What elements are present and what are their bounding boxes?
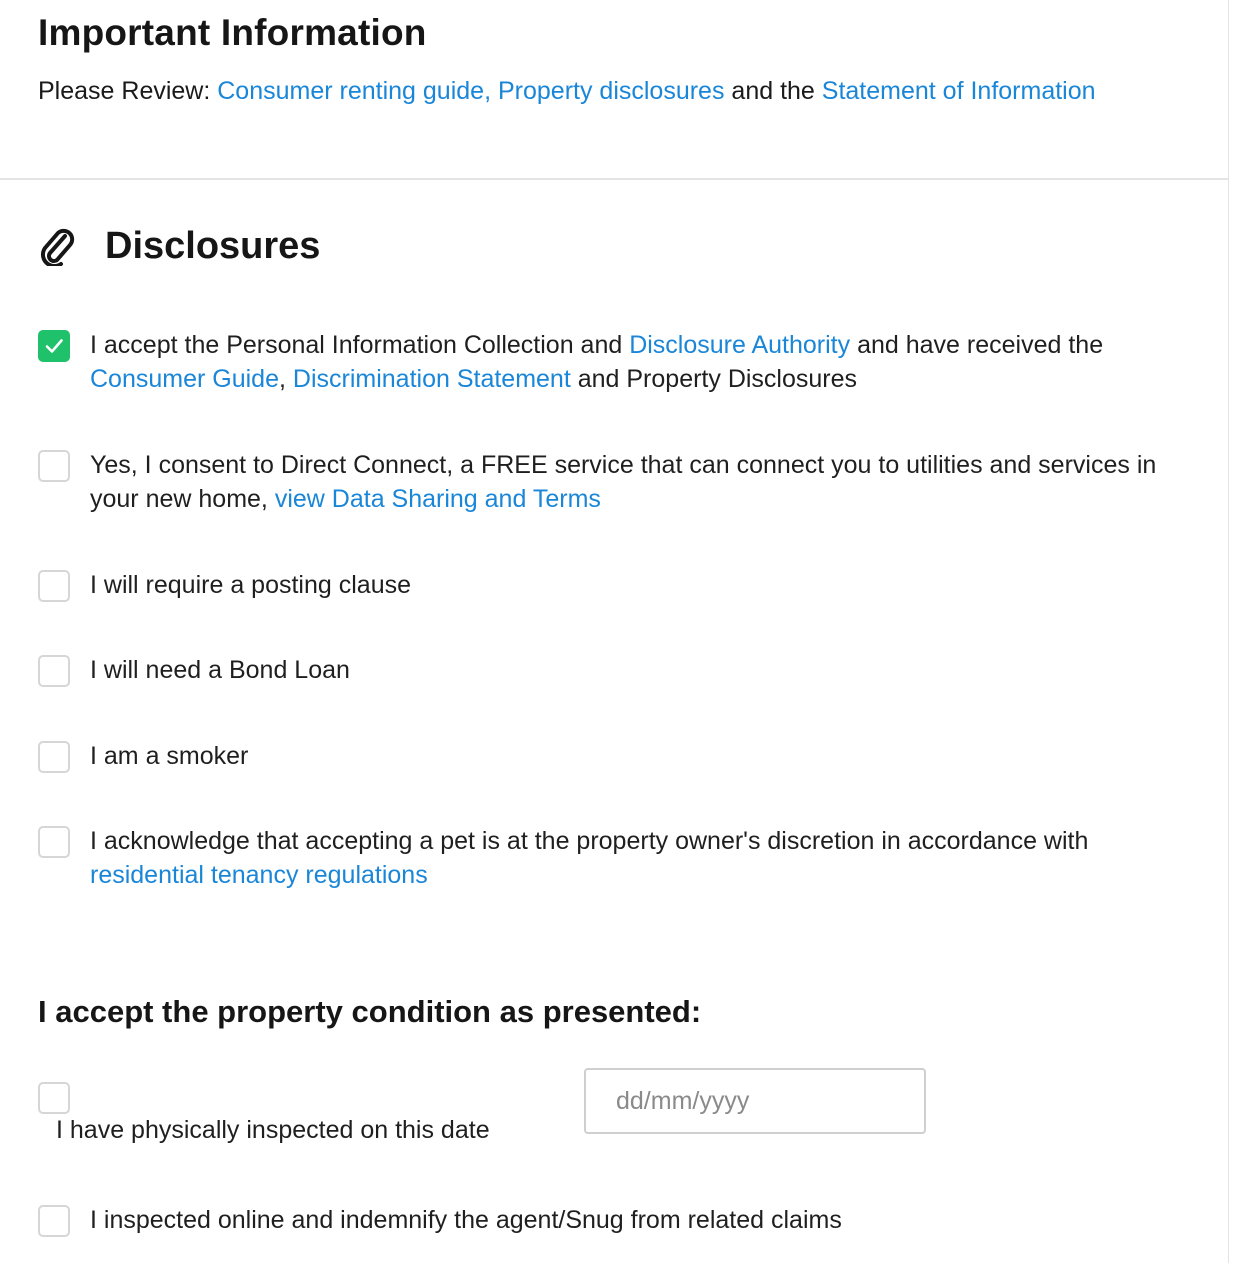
review-connector: and the <box>724 77 822 105</box>
review-prefix: Please Review: <box>38 77 218 105</box>
smoker-checkbox[interactable] <box>38 741 70 773</box>
direct-connect-row <box>38 450 1188 516</box>
disclosure-authority-label <box>90 328 1188 396</box>
pet-acknowledgement-checkbox[interactable] <box>38 826 70 858</box>
page-edge-divider <box>1228 0 1229 1263</box>
discrimination-statement-link[interactable]: Discrimination Statement <box>292 365 571 393</box>
label-text: , <box>278 365 293 393</box>
physically-inspected-checkbox[interactable] <box>38 1082 70 1114</box>
inspection-date-input[interactable] <box>584 1068 926 1134</box>
direct-connect-label <box>90 448 1188 516</box>
property-disclosures-link[interactable]: Property disclosures <box>497 77 725 105</box>
property-condition-title: I accept the property condition as presented: <box>38 994 702 1029</box>
posting-clause-checkbox[interactable] <box>38 570 70 602</box>
disclosure-authority-row <box>38 330 1188 396</box>
data-sharing-terms-link[interactable]: view Data Sharing and Terms <box>274 485 601 513</box>
bond-loan-row <box>38 655 1188 687</box>
important-information-section <box>0 0 1228 180</box>
online-inspection-label: I inspected online and indemnify the agent/Snug from related claims <box>90 1206 842 1234</box>
disclosures-title: Disclosures <box>105 224 321 267</box>
pet-acknowledgement-row <box>38 826 1188 892</box>
checkmark-icon <box>43 335 65 357</box>
smoker-label: I am a smoker <box>90 742 249 770</box>
disclosure-authority-checkbox[interactable] <box>38 330 70 362</box>
online-inspection-row <box>38 1205 1188 1237</box>
review-line <box>38 78 1138 105</box>
residential-tenancy-regulations-link[interactable]: residential tenancy regulations <box>90 861 428 889</box>
statement-of-information-link[interactable]: Statement of Information <box>821 77 1096 105</box>
label-text: and have received the <box>850 331 1104 359</box>
physically-inspected-label: I have physically inspected on this date <box>56 1116 490 1144</box>
label-text: I accept the Personal Information Collection and <box>90 331 630 359</box>
posting-clause-row <box>38 570 1188 602</box>
label-text: and Property Disclosures <box>570 365 858 393</box>
smoker-row <box>38 741 1188 773</box>
label-text: Yes, I consent to Direct Connect, a FREE service that can connect you to utilities and services in your new home, <box>90 451 1157 513</box>
consumer-renting-guide-link[interactable]: Consumer renting guide, <box>217 77 492 105</box>
label-text: I acknowledge that accepting a pet is at the property owner's discretion in accordance with <box>90 827 1089 855</box>
consumer-guide-link[interactable]: Consumer Guide <box>90 365 279 393</box>
paperclip-icon <box>38 226 76 266</box>
direct-connect-checkbox[interactable] <box>38 450 70 482</box>
pet-acknowledgement-label <box>90 824 1188 892</box>
disclosure-authority-link[interactable]: Disclosure Authority <box>629 331 851 359</box>
bond-loan-checkbox[interactable] <box>38 655 70 687</box>
disclosures-heading <box>38 224 320 268</box>
important-information-title: Important Information <box>38 12 427 53</box>
posting-clause-label: I will require a posting clause <box>90 571 411 599</box>
online-inspection-checkbox[interactable] <box>38 1205 70 1237</box>
bond-loan-label: I will need a Bond Loan <box>90 656 350 684</box>
